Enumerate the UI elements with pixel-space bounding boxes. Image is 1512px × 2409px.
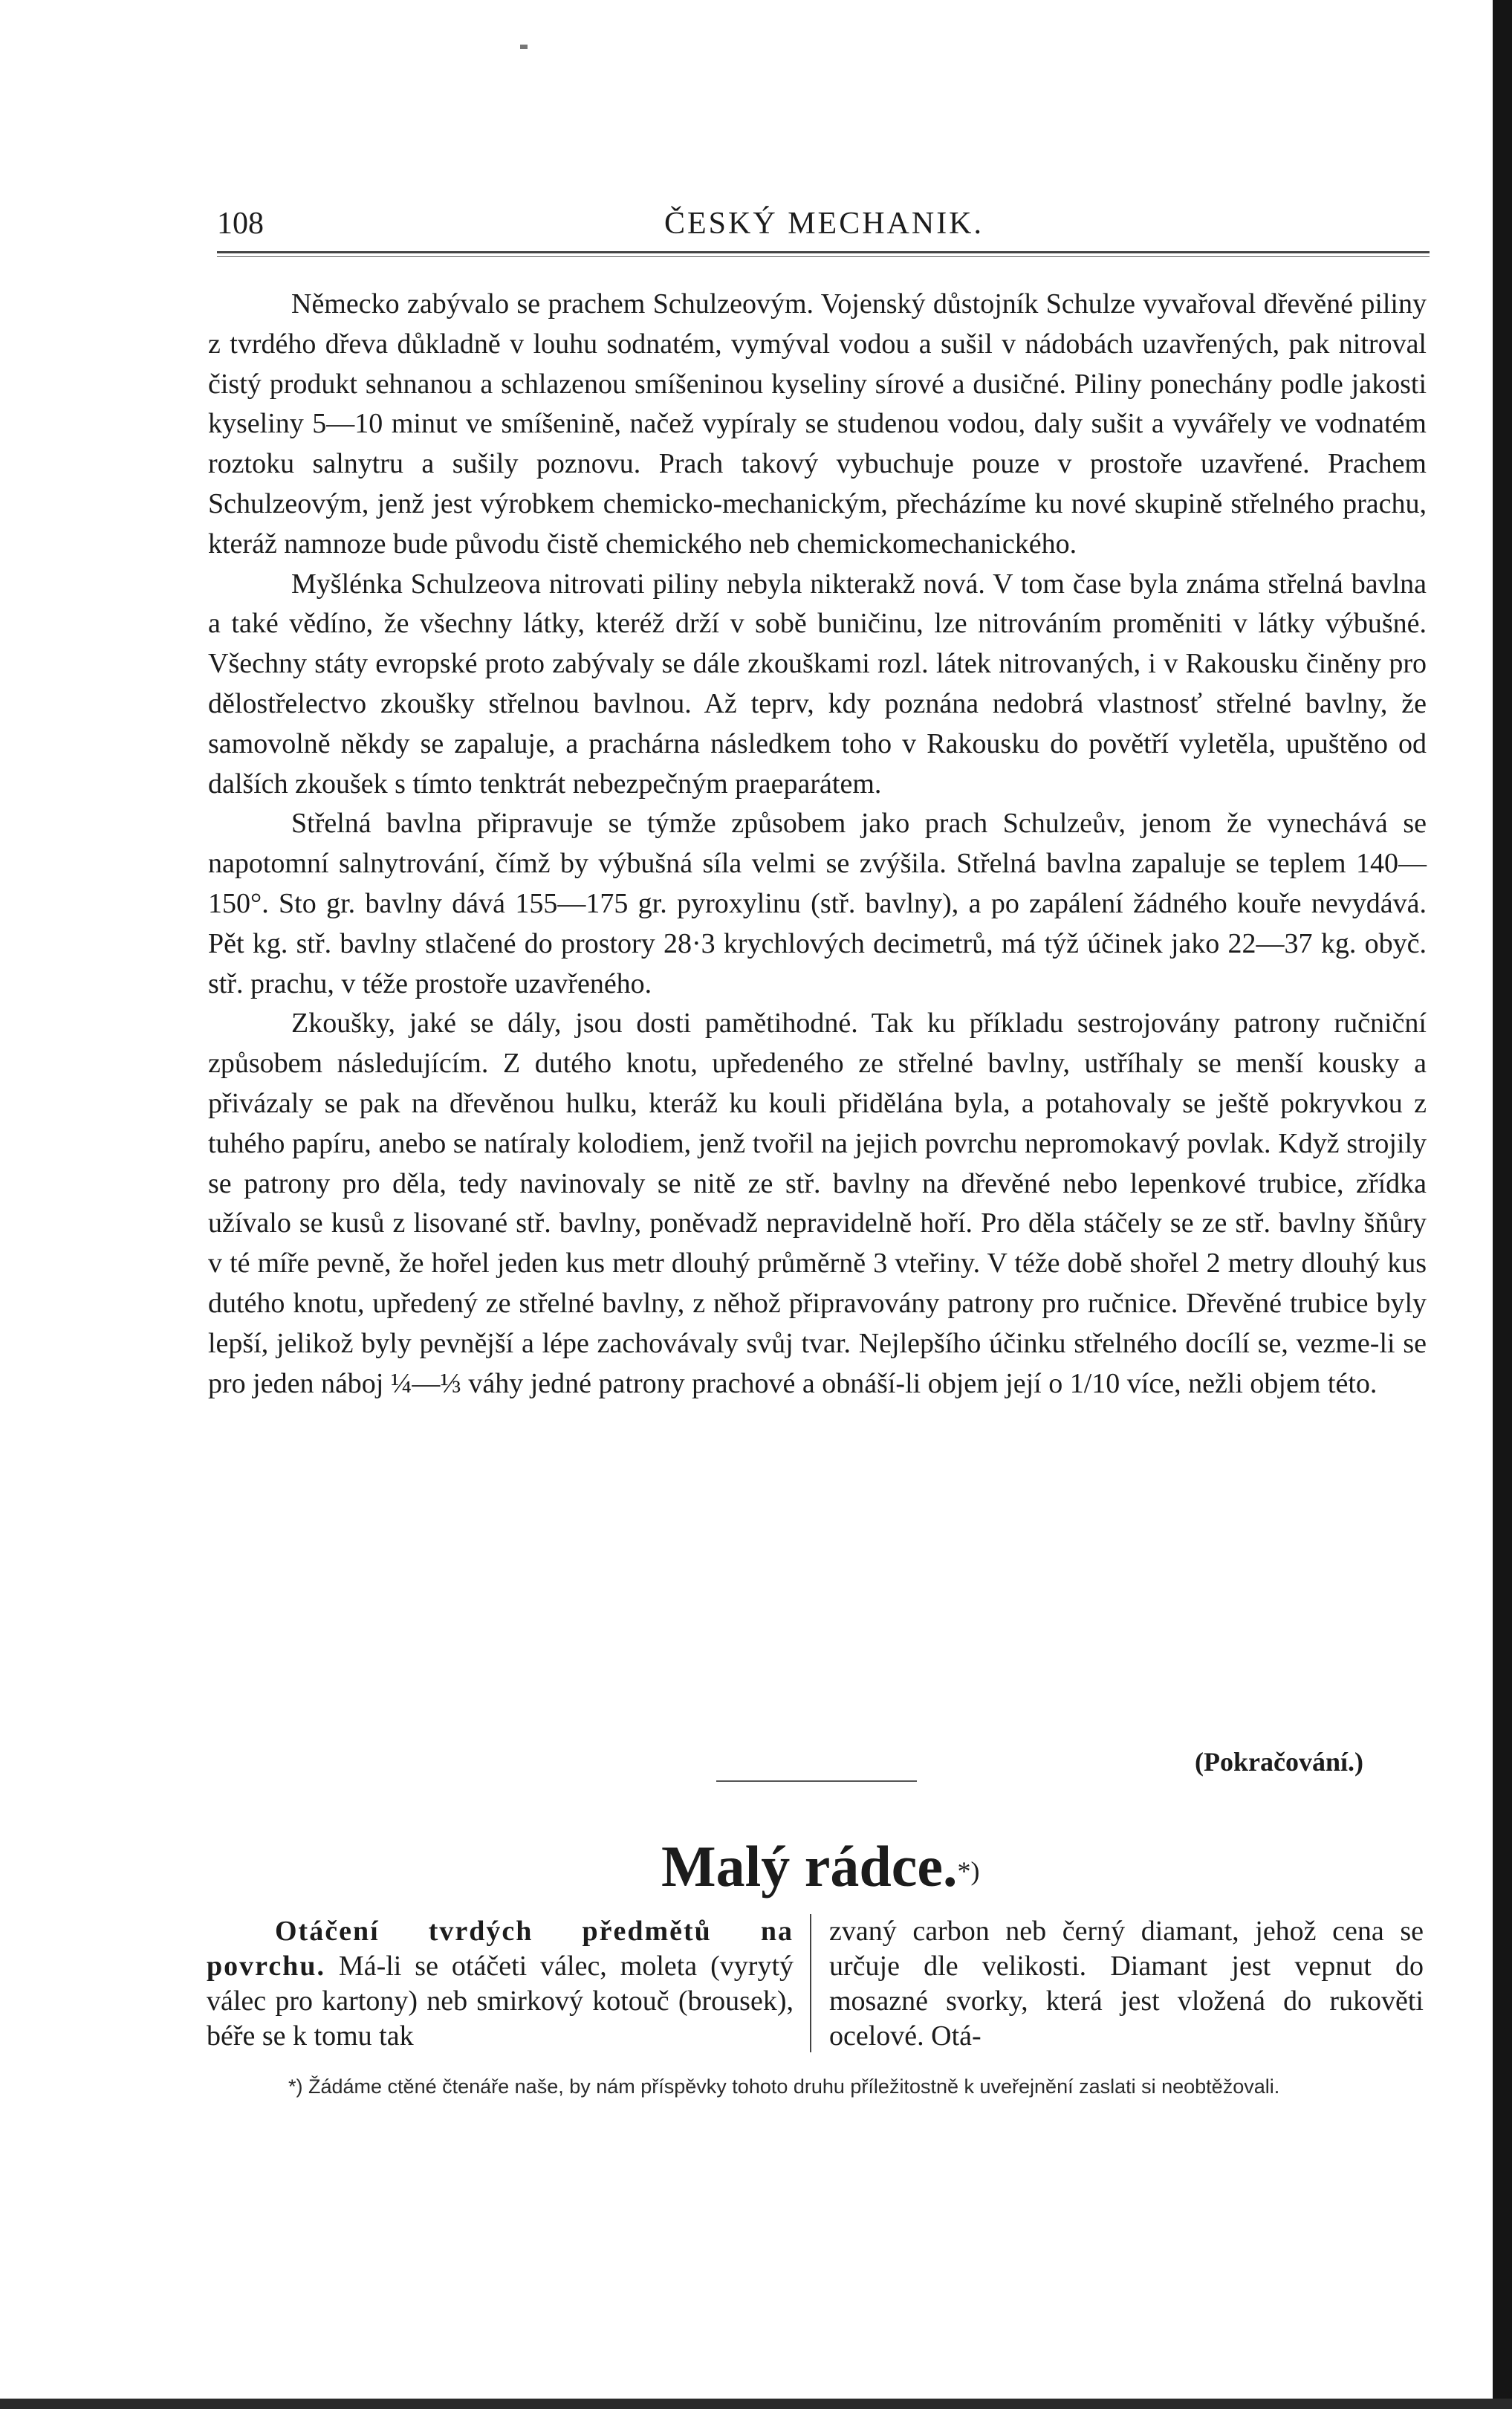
- article-body: [208, 285, 1427, 1404]
- paragraph-nitration-idea: Myšlénka Schulzeova nitrovati piliny nebyla nikterakž nová. V tom čase byla známa střelná bavlna a také vědíno, že všechny látky, kteréž drží v sobě buničinu, lze nitrováním proměniti v látky výbušné. Všechny státy evropské proto zabývaly se dále zkouškami rozl. látek nitrovaných, i v Rakousku činěny pro dělostřelectvo zkoušky střelnou bavlnou. Až teprv, kdy poznána nedobrá vlastnosť střelné bavlny, že samovolně někdy se zapaluje, a prachárna následkem toho v Rakousku do povětří vyletěla, upuštěno od dalších zkoušek s tímto tenktrát nebezpečným praeparátem.: [208, 568, 1427, 800]
- page-header: [217, 205, 1428, 242]
- paragraph-schulze-powder: Německo zabývalo se prachem Schulzeovým. Vojenský důstojník Schulze vyvařoval dřevěné piliny z tvrdého dřeva důkladně v louhu sodnatém, vymýval vodou a sušil v nádobách uzavřených, pak nitroval čistý produkt sehnanou a schlazenou smíšeninou kyseliny sírové a dusičné. Piliny ponechány podle jakosti kyseliny 5—10 minut ve smíšenině, načež vypíraly se studenou vodou, daly sušit a vyvářely ve vodnatém roztoku salnytru a sušily poznovu. Prach takový vybuchuje pouze v prostoře uzavřené. Prachem Schulzeovým, jenž jest výrobkem chemicko-mechanickým, přecházíme ku nové skupině střelného prachu, kteráž namnoze bude původu čistě chemického neb chemickomechanického.: [208, 288, 1427, 560]
- header-rule-thick: [217, 251, 1430, 253]
- tip-text-left: Má-li se otáčeti válec, moleta (vyrytý válec pro kartony) neb smirkový kotouč (brousek), béře se k tomu tak: [207, 1951, 794, 2052]
- section-title: [661, 1829, 980, 1904]
- header-rule-thin: [217, 256, 1430, 257]
- scan-edge-bottom: [0, 2399, 1512, 2409]
- column-right: [829, 1914, 1424, 2054]
- paragraph-guncotton: Střelná bavlna připravuje se týmže způsobem jako prach Schulzeův, jenom že vynechává se napotomní salnytrování, čímž by výbušná síla velmi se zvýšila. Střelná bavlna zapaluje se teplem 140—150°. Sto gr. bavlny dává 155—175 gr. pyroxylinu (stř. bavlny), a po zapálení žádného kouře nevydává. Pět kg. stř. bavlny stlačené do prostory 28·3 krychlových decimetrů, má týž účinek jako 22—37 kg. obyč. stř. prachu, v téže prostoře uzavřeného.: [208, 808, 1427, 999]
- tip-heading: Otáčení tvrdých předmětů na povrchu.: [207, 1916, 794, 1982]
- tip-text-right: zvaný carbon neb černý diamant, jehož cena se určuje dle velikosti. Diamant jest vepnut do mosazné svorky, která jest vložená do rukověti ocelové. Otá-: [829, 1916, 1424, 2052]
- column-divider: [810, 1914, 811, 2052]
- scan-speck: [520, 45, 528, 49]
- page-number: 108: [217, 207, 264, 241]
- continuation-note: (Pokračování.): [1195, 1747, 1363, 1777]
- paragraph-experiments: Zkoušky, jaké se dály, jsou dosti pamětihodné. Tak ku příkladu sestrojovány patrony ručniční způsobem následujícím. Z dutého knotu, upředeného ze střelné bavlny, ustříhaly se menší kousky a přivázaly se pak na dřevěnou hulku, kteráž ku kouli přidělána byla, a potahovaly se ještě pokryvkou z tuhého papíru, anebo se natíraly kolodiem, jenž tvořil na jejich povrchu nepromokavý povlak. Když strojily se patrony pro děla, tedy navinovaly se nitě ze stř. bavlny na dřevěné nebo lepenkové trubice, zřídka užívalo se kusů z lisované stř. bavlny, poněvadž nepravidelně hoří. Pro děla stáčely se ze stř. bavlny šňůry v té míře pevně, že hořel jeden kus metr dlouhý průměrně 3 vteřiny. V téže době shořel 2 metry dlouhý kus dutého knotu, upředený ze střelné bavlny, z něhož připravovány patrony pro ručnice. Dřevěné trubice byly lepší, jelikož byly pevnější a lépe zachovávaly svůj tvar. Nejlepšího účinku střelného docílí se, vezme-li se pro jeden náboj ¼—⅓ váhy jedné patrony prachové a obnáší-li objem její o 1/10 více, nežli objem této.: [208, 1008, 1427, 1399]
- left-column-paragraph: [207, 1914, 794, 2054]
- scan-edge-right: [1493, 0, 1512, 2409]
- article-end-rule: [716, 1780, 917, 1782]
- footnote: *) Žádáme ctěné čtenáře naše, by nám příspěvky tohoto druhu příležitostně k uveřejnění zaslati si neobtěžovali.: [288, 2075, 1280, 2098]
- section-title-marker: *): [957, 1856, 980, 1886]
- column-left: [207, 1914, 794, 2054]
- running-title: ČESKÝ MECHANIK.: [664, 207, 984, 241]
- section-title-text: Malý rádce.: [661, 1834, 958, 1899]
